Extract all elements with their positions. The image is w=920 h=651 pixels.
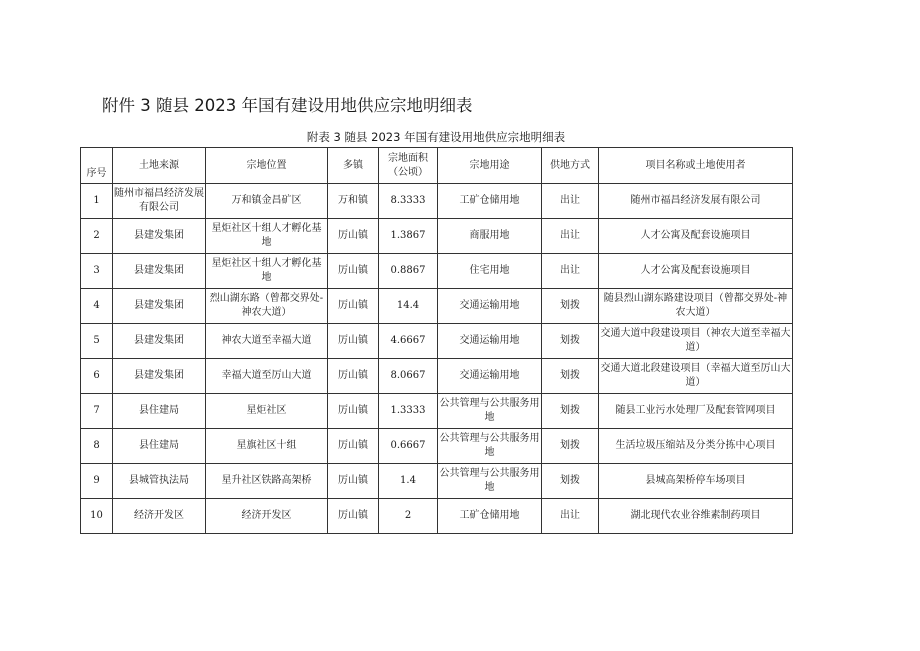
header-land-source: 土地来源: [113, 148, 206, 184]
cell-supply-method: 划拨: [542, 394, 599, 429]
table-row: [81, 464, 793, 499]
cell-project-name: 随县工业污水处理厂及配套管网项目: [599, 394, 793, 429]
cell-land-source: 县建发集团: [113, 359, 206, 394]
cell-project-name: 人才公寓及配套设施项目: [599, 254, 793, 289]
cell-land-use: 公共管理与公共服务用地: [438, 464, 542, 499]
cell-supply-method: 出让: [542, 184, 599, 219]
cell-land-source: 县住建局: [113, 429, 206, 464]
cell-parcel-area: 2: [379, 499, 438, 534]
cell-supply-method: 出让: [542, 499, 599, 534]
table-row: [81, 429, 793, 464]
cell-land-use: 交通运输用地: [438, 359, 542, 394]
cell-parcel-location: 星升社区铁路高架桥: [206, 464, 328, 499]
cell-serial-number: 5: [81, 324, 113, 359]
table-row: [81, 324, 793, 359]
cell-town: 厉山镇: [328, 394, 379, 429]
cell-parcel-area: 8.0667: [379, 359, 438, 394]
cell-land-source: 经济开发区: [113, 499, 206, 534]
cell-parcel-area: 0.8867: [379, 254, 438, 289]
cell-project-name: 交通大道中段建设项目（神农大道至幸福大道）: [599, 324, 793, 359]
cell-supply-method: 划拨: [542, 464, 599, 499]
cell-supply-method: 划拨: [542, 289, 599, 324]
cell-land-source: 县建发集团: [113, 324, 206, 359]
cell-parcel-area: 8.3333: [379, 184, 438, 219]
cell-serial-number: 10: [81, 499, 113, 534]
table-row: [81, 394, 793, 429]
cell-supply-method: 出让: [542, 219, 599, 254]
cell-land-use: 商服用地: [438, 219, 542, 254]
cell-parcel-location: 星炬社区十组人才孵化基地: [206, 219, 328, 254]
cell-parcel-area: 1.3867: [379, 219, 438, 254]
cell-land-source: 县住建局: [113, 394, 206, 429]
table-row: [81, 219, 793, 254]
cell-project-name: 生活垃圾压缩站及分类分拣中心项目: [599, 429, 793, 464]
cell-parcel-location: 经济开发区: [206, 499, 328, 534]
cell-project-name: 随州市福昌经济发展有限公司: [599, 184, 793, 219]
cell-land-source: 县建发集团: [113, 219, 206, 254]
cell-parcel-location: 万和镇金昌矿区: [206, 184, 328, 219]
cell-project-name: 湖北现代农业谷维素制药项目: [599, 499, 793, 534]
cell-land-source: 县城管执法局: [113, 464, 206, 499]
table-body: [81, 184, 793, 534]
header-parcel-area: 宗地面积（公顷）: [379, 148, 438, 184]
cell-project-name: 人才公寓及配套设施项目: [599, 219, 793, 254]
cell-parcel-location: 星炬社区十组人才孵化基地: [206, 254, 328, 289]
cell-town: 厉山镇: [328, 289, 379, 324]
cell-town: 厉山镇: [328, 219, 379, 254]
cell-supply-method: 划拨: [542, 429, 599, 464]
cell-serial-number: 8: [81, 429, 113, 464]
table-caption: 附表 3 随县 2023 年国有建设用地供应宗地明细表: [306, 130, 566, 144]
cell-parcel-area: 4.6667: [379, 324, 438, 359]
table-row: [81, 359, 793, 394]
header-parcel-location: 宗地位置: [206, 148, 328, 184]
cell-serial-number: 1: [81, 184, 113, 219]
cell-land-use: 工矿仓储用地: [438, 499, 542, 534]
land-supply-table: [80, 147, 793, 534]
cell-project-name: 随县烈山湖东路建设项目（曾都交界处-神农大道）: [599, 289, 793, 324]
cell-serial-number: 4: [81, 289, 113, 324]
header-project-name: 项目名称或土地使用者: [599, 148, 793, 184]
table-header-row: [81, 148, 793, 184]
cell-parcel-location: 星旗社区十组: [206, 429, 328, 464]
table-row: [81, 184, 793, 219]
cell-supply-method: 划拨: [542, 359, 599, 394]
cell-parcel-area: 1.4: [379, 464, 438, 499]
cell-land-source: 县建发集团: [113, 289, 206, 324]
document-title: 附件 3 随县 2023 年国有建设用地供应宗地明细表: [102, 96, 473, 115]
cell-parcel-location: 幸福大道至厉山大道: [206, 359, 328, 394]
table-row: [81, 289, 793, 324]
cell-serial-number: 7: [81, 394, 113, 429]
cell-town: 厉山镇: [328, 359, 379, 394]
table-row: [81, 499, 793, 534]
cell-land-use: 工矿仓储用地: [438, 184, 542, 219]
cell-serial-number: 6: [81, 359, 113, 394]
cell-land-source: 县建发集团: [113, 254, 206, 289]
cell-parcel-location: 烈山湖东路（曾都交界处-神农大道）: [206, 289, 328, 324]
cell-town: 厉山镇: [328, 429, 379, 464]
cell-land-use: 公共管理与公共服务用地: [438, 394, 542, 429]
cell-serial-number: 3: [81, 254, 113, 289]
cell-supply-method: 划拨: [542, 324, 599, 359]
cell-land-use: 交通运输用地: [438, 324, 542, 359]
cell-project-name: 县城高架桥停车场项目: [599, 464, 793, 499]
cell-serial-number: 9: [81, 464, 113, 499]
header-town: 多镇: [328, 148, 379, 184]
header-serial-number: 序号: [81, 148, 113, 184]
cell-supply-method: 出让: [542, 254, 599, 289]
cell-town: 万和镇: [328, 184, 379, 219]
table-row: [81, 254, 793, 289]
cell-land-use: 住宅用地: [438, 254, 542, 289]
cell-land-use: 交通运输用地: [438, 289, 542, 324]
cell-town: 厉山镇: [328, 499, 379, 534]
header-land-use: 宗地用途: [438, 148, 542, 184]
cell-land-use: 公共管理与公共服务用地: [438, 429, 542, 464]
cell-town: 厉山镇: [328, 324, 379, 359]
header-supply-method: 供地方式: [542, 148, 599, 184]
cell-parcel-area: 1.3333: [379, 394, 438, 429]
cell-town: 厉山镇: [328, 464, 379, 499]
cell-parcel-location: 星炬社区: [206, 394, 328, 429]
cell-parcel-area: 14.4: [379, 289, 438, 324]
cell-project-name: 交通大道北段建设项目（幸福大道至厉山大道）: [599, 359, 793, 394]
cell-serial-number: 2: [81, 219, 113, 254]
cell-land-source: 随州市福昌经济发展有限公司: [113, 184, 206, 219]
cell-town: 厉山镇: [328, 254, 379, 289]
cell-parcel-location: 神农大道至幸福大道: [206, 324, 328, 359]
cell-parcel-area: 0.6667: [379, 429, 438, 464]
